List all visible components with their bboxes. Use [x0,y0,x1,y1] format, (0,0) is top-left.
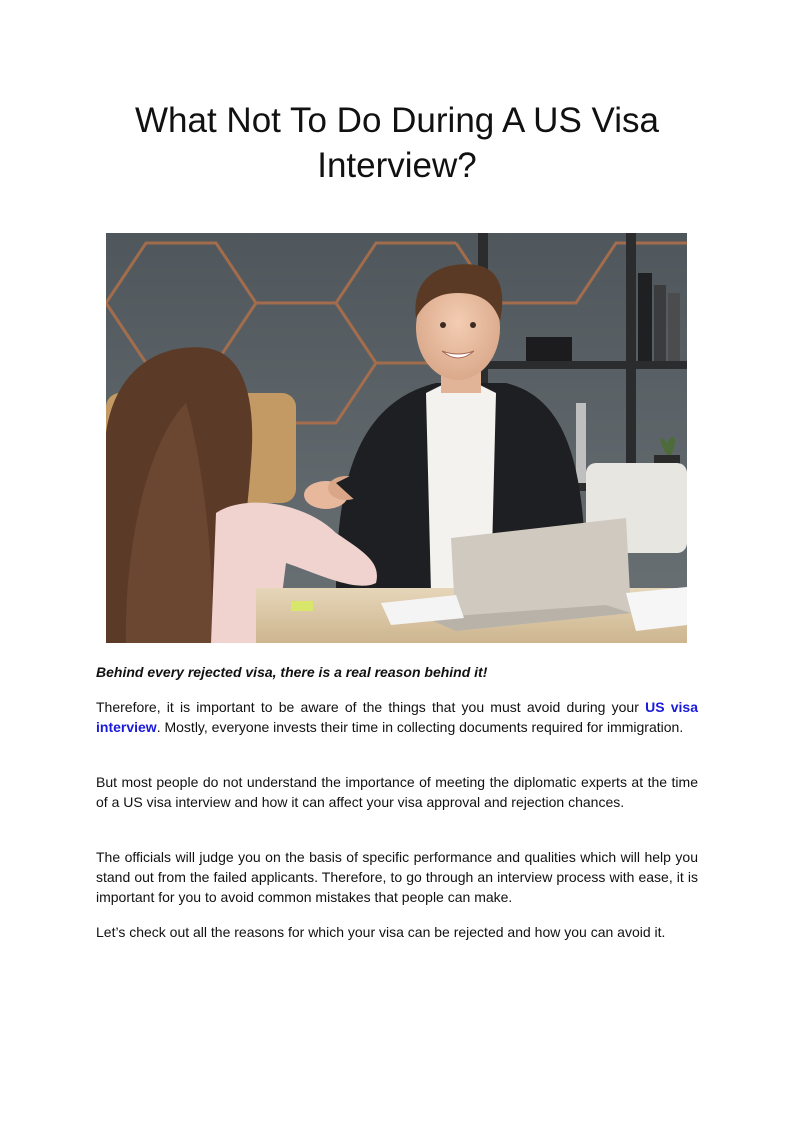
lead-statement: Behind every rejected visa, there is a real reason behind it! [96,664,488,680]
interview-handshake-photo [106,233,687,643]
paragraph-3: The officials will judge you on the basis of specific performance and qualities which will help you stand out from the failed applicants. Therefore, to go through an interview process with ease, it is important for you to avoid common mistakes that people can make. [96,849,698,905]
paragraph-1-after: . Mostly, everyone invests their time in collecting documents required for immigration. [156,719,684,735]
paragraph-1 [96,697,698,737]
photo-illustration [106,233,687,643]
paragraph-1-before: Therefore, it is important to be aware of the things that you must avoid during your [96,699,646,715]
page-title: What Not To Do During A US Visa Interview? [135,101,659,185]
paragraph-2: But most people do not understand the importance of meeting the diplomatic experts at the time of a US visa interview and how it can affect your visa approval and rejection chances. [96,774,698,810]
us-visa-interview-link[interactable]: US visa interview [96,699,698,735]
paragraph-4: Let’s check out all the reasons for which your visa can be rejected and how you can avoid it. [96,924,666,940]
